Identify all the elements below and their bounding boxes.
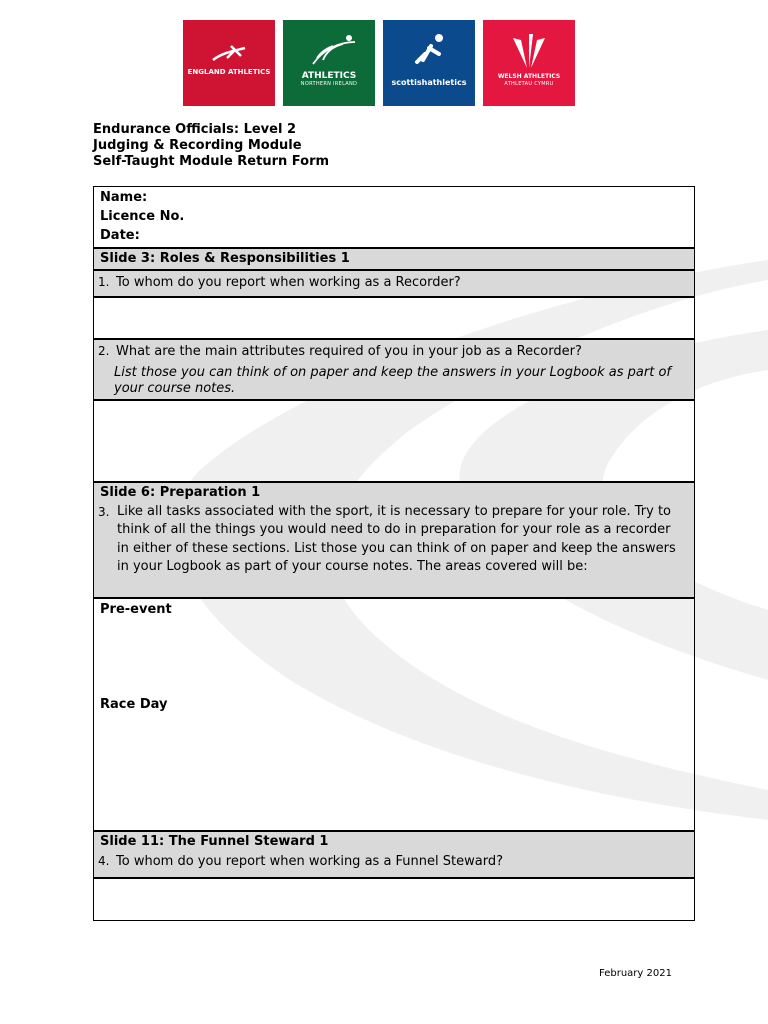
heading-line-3: Self-Taught Module Return Form (93, 154, 330, 169)
question-4: 4. To whom do you report when working as a Funnel Steward? (98, 854, 503, 869)
welsh-athletics-text: WELSH ATHLETICS ATHLETAU CYMRU (497, 73, 561, 87)
athletics-ni-text: ATHLETICS NORTHERN IRELAND (300, 71, 358, 87)
question-1: 1. To whom do you report when working as a Recorder? (98, 275, 461, 290)
scottish-athletics-logo (383, 20, 475, 106)
section-slide-11 (93, 831, 695, 878)
welsh-athletics-logo (483, 20, 575, 106)
section-title: Slide 6: Preparation 1 (100, 485, 261, 500)
section-title: Slide 11: The Funnel Steward 1 (100, 834, 329, 849)
footer-date: February 2021 (599, 968, 672, 979)
question-2-row (93, 339, 695, 400)
section-slide-6 (93, 482, 695, 598)
pre-event-label: Pre-event (100, 602, 172, 617)
england-athletics-logo (183, 20, 275, 106)
form-heading (93, 122, 329, 170)
heading-line-1: Endurance Officials: Level 2 (93, 122, 297, 137)
date-label: Date: (100, 228, 140, 243)
question-2: 2. What are the main attributes required of you in your job as a Recorder? (98, 344, 582, 359)
licence-label: Licence No. (100, 209, 185, 224)
answer-2-box[interactable] (93, 400, 695, 482)
question-2-note: List those you can think of on paper and keep the answers in your Logbook as part of your course notes. (114, 365, 671, 396)
question-1-row (93, 270, 695, 297)
race-day-label: Race Day (100, 697, 168, 712)
feathers-icon (483, 20, 575, 72)
question-3: 3. Like all tasks associated with the sport, it is necessary to prepare for your role. Try to think of all the things you would need to do in preparation for your role as a recorder in either of these sections. List those you can think of on paper and keep the answers in your Logbook as part of your course notes. The areas covered will be: (98, 504, 676, 574)
runner-figure-icon (383, 20, 475, 72)
runner-swoosh-icon (183, 20, 275, 72)
answer-1-box[interactable] (93, 297, 695, 339)
athlete-figure-icon (283, 20, 375, 72)
details-row (93, 186, 695, 248)
scottish-athletics-text: scottishathletics (391, 78, 467, 87)
section-title: Slide 3: Roles & Responsibilities 1 (100, 251, 350, 266)
athletics-ni-logo (283, 20, 375, 106)
heading-line-2: Judging & Recording Module (93, 138, 302, 153)
name-label: Name: (100, 190, 148, 205)
england-athletics-text: ENGLAND ATHLETICS (187, 68, 271, 76)
answer-4-box[interactable] (93, 878, 695, 921)
answer-3-box[interactable] (93, 598, 695, 831)
section-slide-3 (93, 248, 695, 270)
